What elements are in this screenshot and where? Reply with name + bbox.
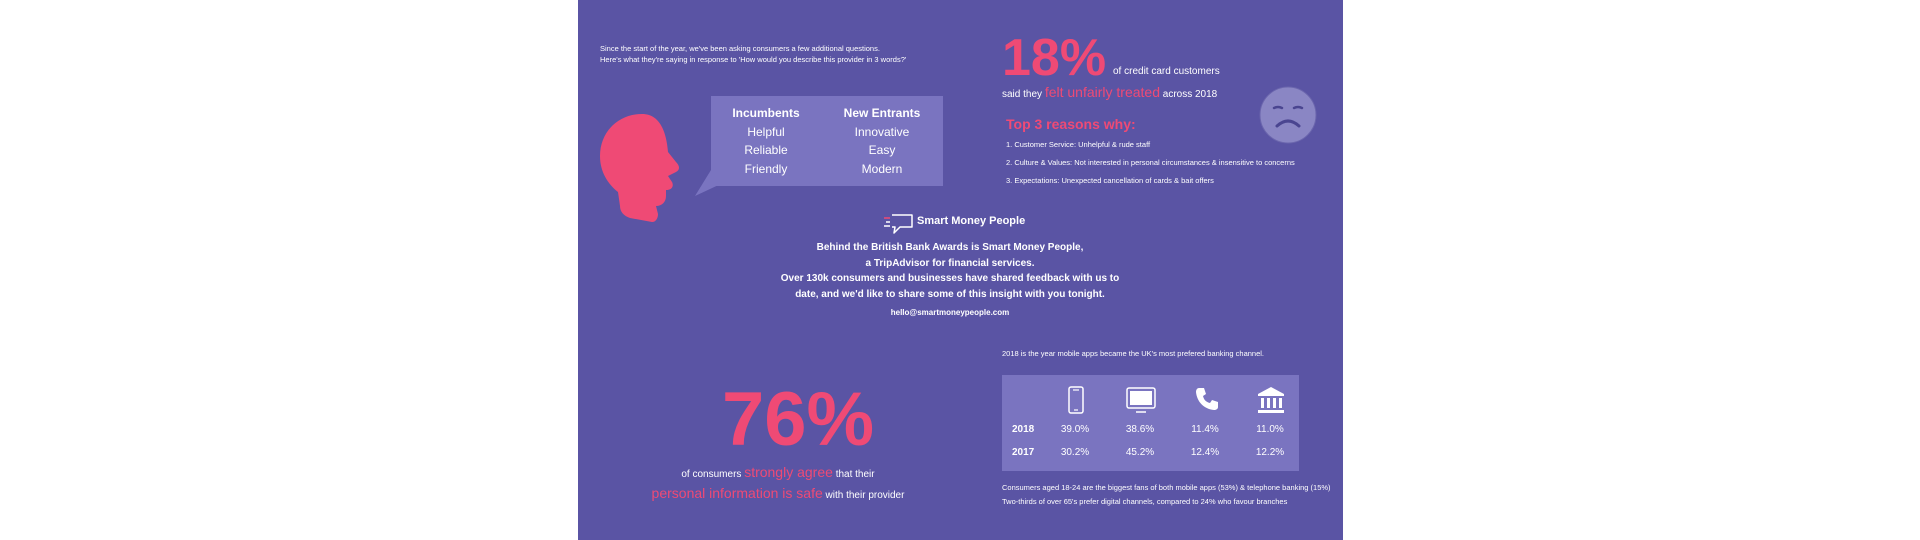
mobile-phone-icon <box>1068 386 1084 414</box>
personal-info-stat-text <box>608 463 948 505</box>
stat76-line-2 <box>608 484 948 505</box>
stat76-line-1 <box>608 463 948 484</box>
infographic-panel <box>578 0 1343 540</box>
stat76-highlight-1: strongly agree <box>744 464 833 480</box>
desktop-2017: 45.2% <box>1125 447 1155 458</box>
stat76-post-2: with their provider <box>825 490 905 501</box>
new-entrants-word: Modern <box>861 161 903 176</box>
bank-branch-icon <box>1257 386 1285 414</box>
channel-notes <box>1002 483 1337 511</box>
reason-item: 3. Expectations: Unexpected cancellation of cards & bait offers <box>1006 176 1214 185</box>
note-item: Two-thirds of over 65's prefer digital channels, compared to 24% who favour branches <box>1002 497 1288 506</box>
channels-table <box>1002 375 1299 471</box>
contact-email[interactable]: hello@smartmoneypeople.com <box>890 308 1010 317</box>
speaking-head-icon <box>596 110 688 225</box>
stat-text-pre: said they <box>1002 89 1043 100</box>
mobile-2018: 39.0% <box>1060 424 1090 435</box>
stat76-highlight-2: personal information is safe <box>651 485 823 501</box>
about-line: a TripAdvisor for financial services. <box>865 257 1035 269</box>
stat-text-highlight: felt unfairly treated <box>1044 84 1160 100</box>
intro-line-2: Here's what they're saying in response to 'How would you describe this provider in 3 words?' <box>600 55 907 64</box>
reasons-heading: Top 3 reasons why: <box>1006 116 1136 132</box>
about-line: date, and we'd like to share some of this insight with you tonight. <box>795 288 1105 300</box>
desktop-icon <box>1126 386 1156 414</box>
incumbents-heading: Incumbents <box>732 106 800 120</box>
telephone-2018: 11.4% <box>1191 424 1219 435</box>
credit-card-stat-value: 18% <box>1002 29 1107 87</box>
reason-item: 1. Customer Service: Unhelpful & rude staff <box>1006 140 1151 149</box>
incumbents-word: Helpful <box>747 124 785 139</box>
incumbents-word: Friendly <box>744 161 788 176</box>
personal-info-stat-value: 76% <box>721 377 875 462</box>
new-entrants-word: Innovative <box>854 124 910 139</box>
about-line: Over 130k consumers and businesses have shared feedback with us to <box>780 273 1120 284</box>
note-item: Consumers aged 18-24 are the biggest fans of both mobile apps (53%) & telephone banking (15%) <box>1002 483 1331 492</box>
mobile-2017: 30.2% <box>1060 447 1090 458</box>
stat-text-post: across 2018 <box>1162 89 1218 100</box>
brand-name: Smart Money People <box>917 215 1026 227</box>
branch-2017: 12.2% <box>1255 447 1285 458</box>
new-entrants-heading: New Entrants <box>843 106 921 120</box>
about-text <box>748 240 1152 302</box>
speech-bubble <box>711 96 943 186</box>
reason-item: 2. Culture & Values: Not interested in personal circumstances & insensitive to concerns <box>1006 158 1295 167</box>
telephone-2017: 12.4% <box>1190 447 1220 458</box>
stat76-post: that their <box>835 469 875 480</box>
stat76-pre: of consumers <box>681 469 742 480</box>
channels-intro: 2018 is the year mobile apps became the UK's most prefered banking channel. <box>1002 349 1265 358</box>
credit-card-stat-text-a: of credit card customers <box>1113 66 1220 77</box>
intro-text <box>600 43 906 65</box>
desktop-2018: 38.6% <box>1125 424 1155 435</box>
incumbents-word: Reliable <box>744 143 788 157</box>
year-label: 2017 <box>1012 447 1035 458</box>
new-entrants-column <box>827 104 937 178</box>
year-label: 2018 <box>1012 424 1035 435</box>
smart-money-people-logo <box>884 213 914 235</box>
credit-card-stat-text-b <box>1002 84 1217 100</box>
reasons-list <box>1006 136 1295 190</box>
about-line: Behind the British Bank Awards is Smart Money People, <box>816 242 1084 253</box>
new-entrants-word: Easy <box>868 143 896 157</box>
incumbents-column <box>711 104 821 178</box>
branch-2018: 11.0% <box>1256 424 1284 435</box>
intro-line-1: Since the start of the year, we've been asking consumers a few additional questions. <box>600 44 880 53</box>
telephone-icon <box>1194 386 1220 412</box>
